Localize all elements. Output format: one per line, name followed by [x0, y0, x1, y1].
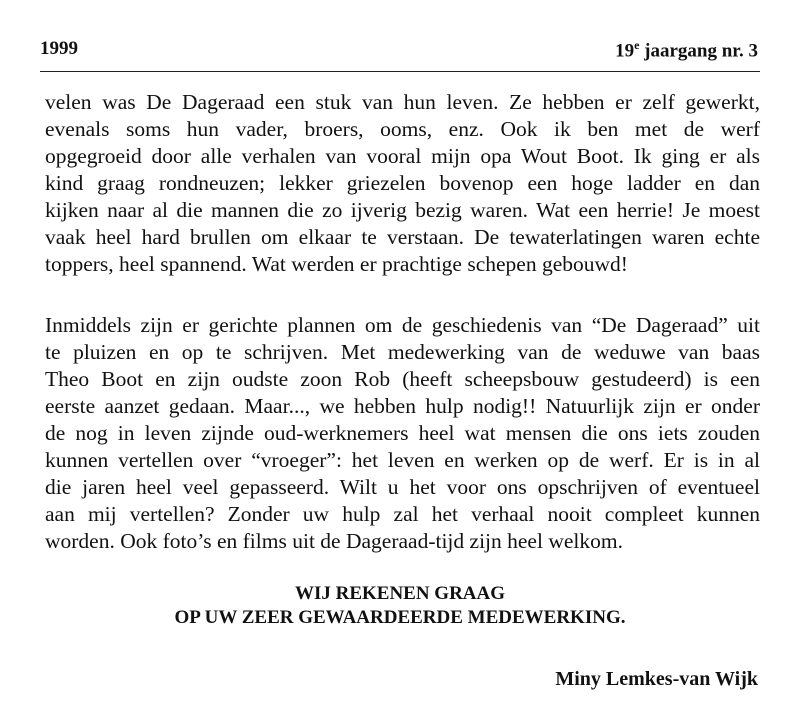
page-header — [40, 38, 758, 68]
text-line: die jaren heel veel gepasseerd. Wilt u het voor ons opschrijven of eventueel — [45, 475, 760, 499]
text-line: eerste aanzet gedaan. Maar..., we hebben hulp nodig!! Natuurlijk zijn er onder — [45, 394, 760, 418]
text-line: de nog in leven zijnde oud-werknemers heel wat mensen die ons iets zouden — [45, 421, 760, 445]
closing-line-1: WIJ REKENEN GRAAG — [294, 583, 506, 604]
text-line: toppers, heel spannend. Wat werden er prachtige schepen gebouwd! — [45, 252, 628, 276]
text-line: kijken naar al die mannen die zo ijverig bezig waren. Wat een herrie! Je moest — [45, 198, 760, 222]
signature: Miny Lemkes-van Wijk — [555, 668, 758, 690]
text-line: aan mij vertellen? Zonder uw hulp zal het verhaal nooit compleet kunnen — [45, 502, 760, 526]
text-line: opgegroeid door alle verhalen van vooral mijn opa Wout Boot. Ik ging er als — [45, 144, 760, 168]
text-line: kind graag rondneuzen; lekker griezelen bovenop een hoge ladder en dan — [45, 171, 760, 195]
text-line: te pluizen en op te schrijven. Met medewerking van de weduwe van baas — [45, 340, 760, 364]
header-rule — [40, 71, 760, 72]
text-line: velen was De Dageraad een stuk van hun leven. Ze hebben er zelf gewerkt, — [45, 90, 760, 114]
header-volume: 19e jaargang nr. 3 — [615, 38, 758, 62]
text-line: Inmiddels zijn er gerichte plannen om de geschiedenis van “De Dageraad” uit — [45, 313, 760, 337]
text-line: Theo Boot en zijn oudste zoon Rob (heeft scheepsbouw gestudeerd) is een — [45, 367, 760, 391]
text-line: kunnen vertellen over “vroeger”: het leven en werken op de werf. Er is in al — [45, 448, 760, 472]
text-line: evenals soms hun vader, broers, ooms, enz. Ook ik ben met de werf — [45, 117, 760, 141]
header-year: 1999 — [40, 38, 78, 59]
text-line: worden. Ook foto’s en films uit de Dageraad-tijd zijn heel welkom. — [45, 529, 623, 553]
closing-line-2: OP UW ZEER GEWAARDEERDE MEDEWERKING. — [174, 607, 626, 628]
text-line: vaak heel hard brullen om elkaar te verstaan. De tewaterlatingen waren echte — [45, 225, 760, 249]
